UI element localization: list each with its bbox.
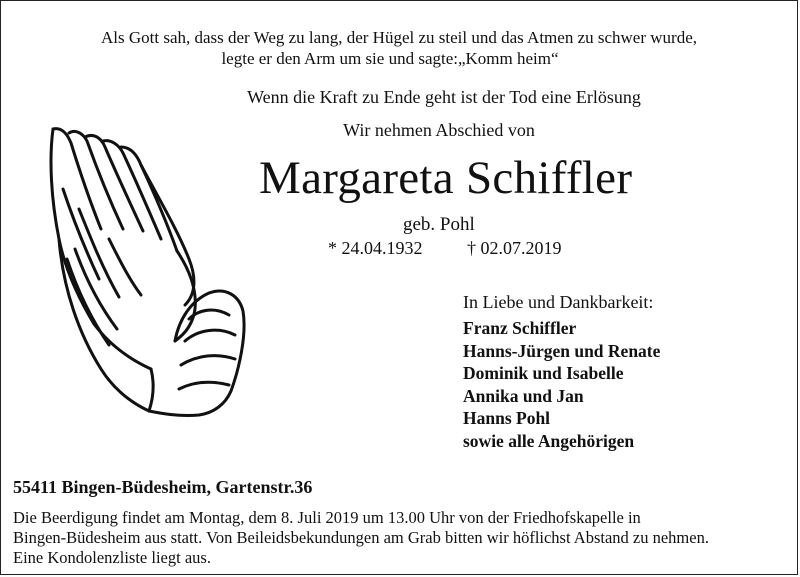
mourners-intro: In Liebe und Dankbarkeit:: [463, 292, 654, 312]
funeral-notice: [13, 508, 799, 568]
mourner-name: sowie alle Angehörigen: [463, 430, 635, 451]
poem: [1, 27, 797, 69]
funeral-notice-line-3: Eine Kondolenzliste liegt aus.: [13, 548, 211, 567]
birth-date: * 24.04.1932: [328, 238, 423, 258]
poem-line-1: Als Gott sah, dass der Weg zu lang, der Hügel zu steil und das Atmen zu schwer wurde,: [100, 28, 697, 47]
mourner-name: Franz Schiffler: [463, 318, 577, 338]
farewell-line: Wir nehmen Abschied von: [343, 120, 535, 140]
death-date: † 02.07.2019: [467, 238, 562, 258]
funeral-notice-line-1: Die Beerdigung findet am Montag, dem 8. Juli 2019 um 13.00 Uhr von der Friedhofskapelle in: [13, 508, 641, 527]
poem-line-2: legte er den Arm um sie und sagte:„Komm heim“: [221, 49, 559, 68]
motto: Wenn die Kraft zu Ende geht ist der Tod eine Erlösung: [247, 87, 641, 107]
mourner-name: Dominik und Isabelle: [463, 363, 624, 384]
mourner-name: Annika und Jan: [463, 385, 584, 406]
mourners-list: [463, 317, 660, 453]
praying-hands-icon: [39, 119, 249, 419]
life-dates: [328, 238, 562, 259]
birth-name: geb. Pohl: [403, 214, 475, 235]
family-address: 55411 Bingen-Büdesheim, Gartenstr.36: [13, 477, 313, 497]
funeral-notice-line-2: Bingen-Büdesheim aus statt. Von Beileidsbekundungen am Grab bitten wir höflichst Abstand zu nehmen.: [13, 528, 709, 547]
mourner-name: Hanns-Jürgen und Renate: [463, 340, 661, 361]
deceased-name: Margareta Schiffler: [259, 152, 633, 204]
mourner-name: Hanns Pohl: [463, 408, 551, 429]
mourners-block: [463, 292, 660, 453]
